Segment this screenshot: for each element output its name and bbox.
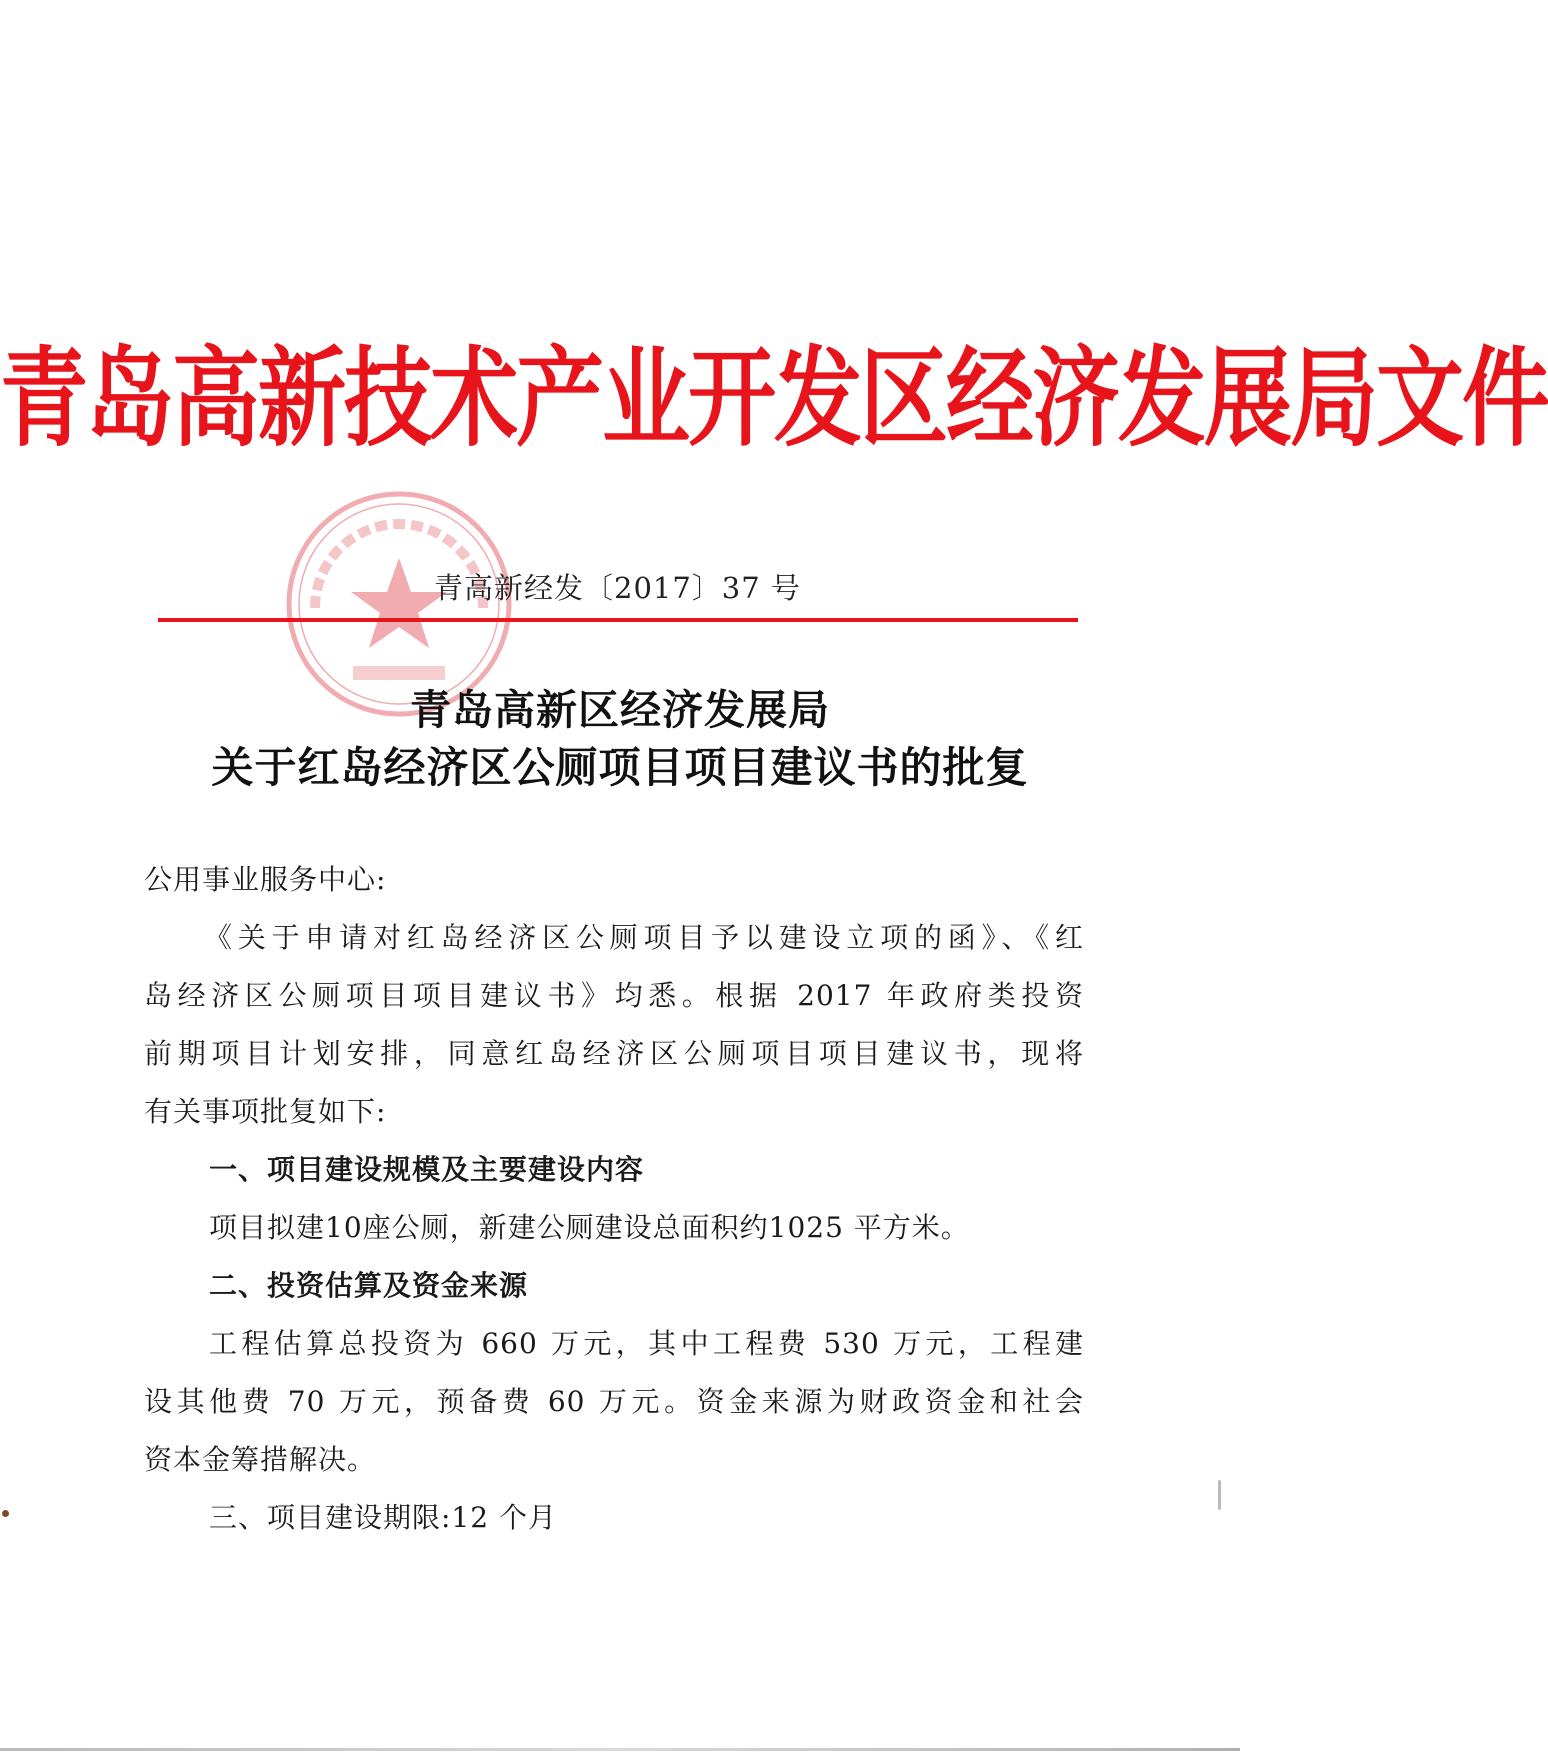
addressee: 公用事业服务中心: (144, 863, 387, 896)
intro-line-4: 有关事项批复如下: (144, 1095, 387, 1128)
section-2-line-1: 工程估算总投资为 660 万元，其中工程费 530 万元，工程建 (209, 1327, 1084, 1360)
intro-line-3: 前期项目计划安排，同意红岛经济区公厕项目项目建议书，现将 (144, 1037, 1084, 1070)
section-2-line-2: 设其他费 70 万元，预备费 60 万元。资金来源为财政资金和社会 (144, 1385, 1084, 1418)
scan-speck (2, 1510, 9, 1517)
section-1-title: 一、项目建设规模及主要建设内容 (209, 1153, 645, 1186)
document-number: 青高新经发〔2017〕37 号 (434, 571, 801, 605)
subject-line-2: 关于红岛经济区公厕项目项目建议书的批复 (211, 743, 1029, 792)
section-3: 三、项目建设期限:12 个月 (209, 1501, 557, 1534)
intro-line-1: 《关于申请对红岛经济区公厕项目予以建设立项的函》、《红 (204, 921, 1084, 954)
intro-line-2: 岛经济区公厕项目项目建议书》均悉。根据 2017 年政府类投资 (144, 979, 1084, 1012)
red-header-divider (158, 618, 1078, 622)
scan-bottom-edge (0, 1748, 1240, 1751)
section-2-title: 二、投资估算及资金来源 (209, 1269, 529, 1302)
section-2-line-3: 资本金筹措解决。 (144, 1443, 377, 1476)
scan-edge-mark (1218, 1480, 1221, 1510)
subject-line-1: 青岛高新区经济发展局 (410, 686, 830, 734)
section-1-text: 项目拟建10座公厕，新建公厕建设总面积约1025 平方米。 (209, 1211, 970, 1244)
issuing-authority-title: 青岛高新技术产业开发区经济发展局文件 (0, 335, 1548, 461)
